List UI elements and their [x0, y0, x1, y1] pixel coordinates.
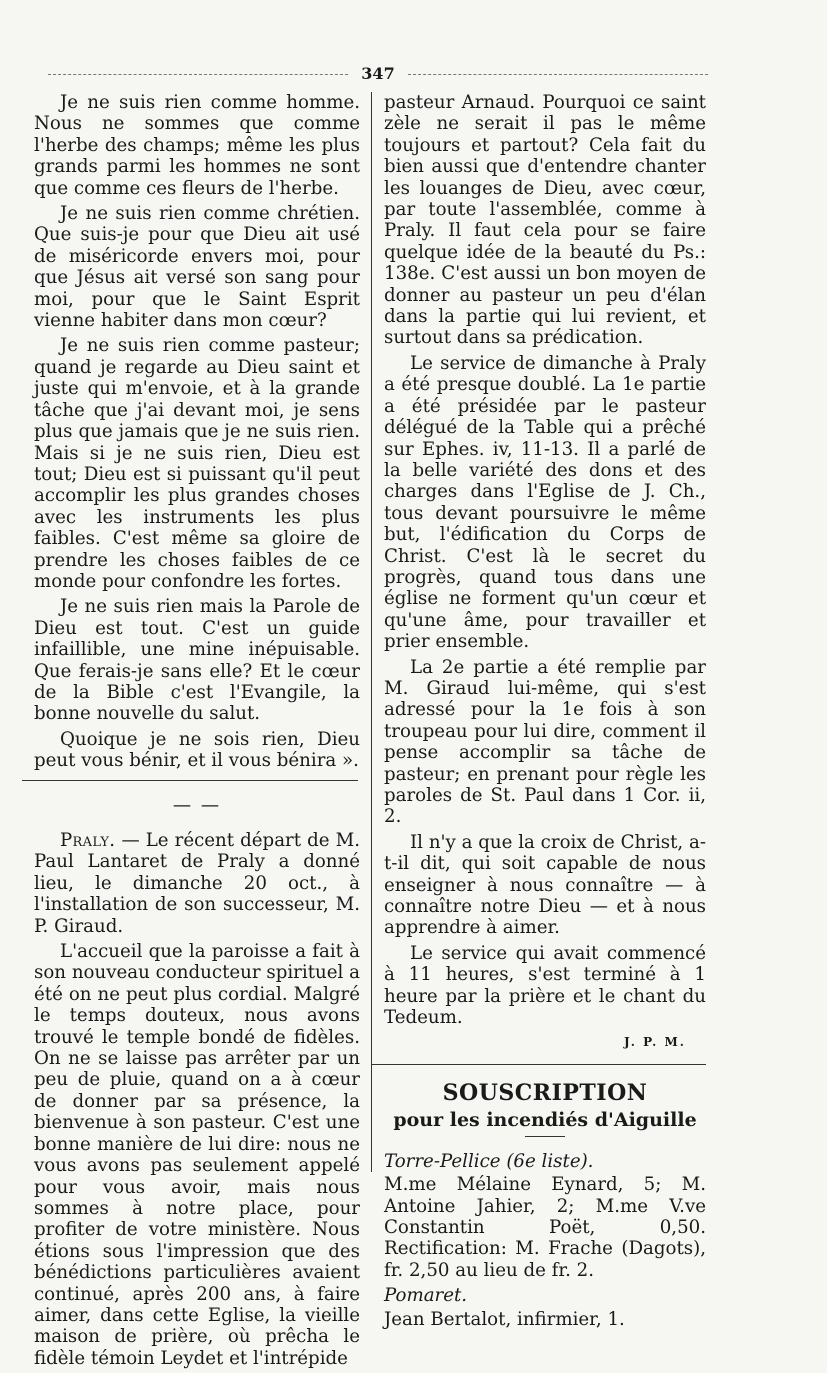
- header-rule-left: [48, 74, 348, 75]
- right-column: [384, 92, 706, 1334]
- praly-label: Praly.: [60, 830, 116, 851]
- praly-paragraph: [34, 830, 360, 937]
- paragraph: Je ne suis rien comme pasteur; quand je regarde au Dieu saint et juste qui m'envoie, et à la grande tâche que j'ai devant moi, je sens plus que jamais que je ne suis rien. Mais si je ne suis rien, Dieu est tout; Dieu est si puissant qu'il peut accomplir les plus grandes choses avec les instruments les plus faibles. C'est même sa gloire de prendre les choses faibles de ce monde pour confondre les fortes.: [34, 335, 360, 592]
- separator: — —: [172, 794, 222, 816]
- paragraph: Le service de dimanche à Praly a été presque doublé. La 1e partie a été présidée par le pasteur délégué de la Table qui a prêché sur Ephes. iv, 11-13. Il a parlé de la belle variété des dons et des charges dans l'Eglise de J. Ch., tous devant poursuivre le même but, l'édification du Corps de Christ. C'est là le secret du progrès, quand tous dans une église ne forment qu'un cœur et qu'une âme, pour travailler et prier ensemble.: [384, 352, 706, 653]
- paragraph: Il n'y a que la croix de Christ, a-t-il dit, qui soit capable de nous enseigner à nous connaître — à connaître notre Dieu — et à nous apprendre à aimer.: [384, 831, 706, 939]
- short-rule: [525, 1136, 565, 1137]
- subscription-entry: Jean Bertalot, infirmier, 1.: [384, 1308, 625, 1330]
- paragraph: Je ne suis rien comme homme. Nous ne sommes que comme l'herbe des champs; même les plus grands parmi les hommes ne sont que comme ces fleurs de l'herbe.: [34, 92, 360, 199]
- subscription-subtitle: pour les incendiés d'Aiguille: [393, 1109, 697, 1132]
- paragraph: pasteur Arnaud. Pourquoi ce saint zèle ne serait il pas le même toujours et partout? Cela fait du bien aussi que d'entendre chanter les louanges de Dieu, avec cœur, par toute l'assemblée, comme à Praly. Il faut cela pour se faire quelque idée de la beauté du Ps.: 138e. C'est aussi un bon moyen de donner au pasteur un peu d'élan dans la partie qui lui revient, et surtout dans sa prédication.: [384, 92, 706, 349]
- subscription-entry: M.me Mélaine Eynard, 5; M. Antoine Jahier, 2; M.me V.ve Constantin Poët, 0,50. Rectification: M. Frache (Dagots), fr. 2,50 au lieu de fr. 2.: [384, 1174, 706, 1281]
- paragraph: L'accueil que la paroisse a fait à son nouveau conducteur spirituel a été on ne peut plus cordial. Malgré le temps douteux, nous avons trouvé le temple bondé de fidèles. On ne se laisse pas arrêter par un peu de pluie, quand on a à cœur de donner par sa présence, la bienvenue à son pasteur. C'est une bonne manière de lui dire: nous ne vous avons pas seulement appelé pour vous avoir, mais nous sommes à notre place, pour profiter de votre ministère. Nous étions sous l'impression que des bénédictions particulières avaient continué, après 200 ans, à faire aimer, dans cette Eglise, la vieille maison de prière, où prêcha le fidèle témoin Leydet et l'intrépide: [34, 941, 360, 1369]
- subscription-title: SOUSCRIPTION: [442, 1079, 648, 1106]
- section-rule: [22, 780, 358, 781]
- paragraph: Je ne suis rien mais la Parole de Dieu est tout. C'est un guide infaillible, une mine inépuisable. Que ferais-je sans elle? Et le cœur de la Bible c'est l'Evangile, la bonne nouvelle du salut.: [34, 596, 360, 725]
- signature: J. P. M.: [624, 1035, 686, 1050]
- section-rule: [372, 1064, 706, 1065]
- left-column: [34, 92, 360, 1373]
- paragraph: Je ne suis rien comme chrétien. Que suis-je pour que Dieu ait usé de miséricorde envers moi, pour que Jésus ait versé son sang pour moi, pour que le Saint Esprit vienne habiter dans mon cœur?: [34, 203, 360, 332]
- page-number: 347: [361, 64, 395, 83]
- page-header: [48, 62, 708, 86]
- paragraph: Quoique je ne sois rien, Dieu peut vous bénir, et il vous bénira ».: [34, 728, 360, 772]
- location-torre-pellice: Torre-Pellice (6e liste).: [384, 1150, 594, 1172]
- paragraph: La 2e partie a été remplie par M. Giraud lui-même, qui s'est adressé pour la 1e fois à son troupeau pour lui dire, comment il pense accomplir sa tâche de pasteur; en prenant pour règle les paroles de St. Paul dans 1 Cor. ii, 2.: [384, 656, 706, 828]
- header-rule-right: [408, 74, 708, 75]
- column-divider: [371, 92, 372, 1172]
- paragraph: Le service qui avait commencé à 11 heures, s'est terminé à 1 heure par la prière et le chant du Tedeum.: [384, 942, 706, 1029]
- location-pomaret: Pomaret.: [384, 1285, 468, 1307]
- praly-text: — Le récent départ de M. Paul Lantaret de Praly a donné lieu, le dimanche 20 oct., à l'installation de son successeur, M. P. Giraud.: [34, 830, 360, 937]
